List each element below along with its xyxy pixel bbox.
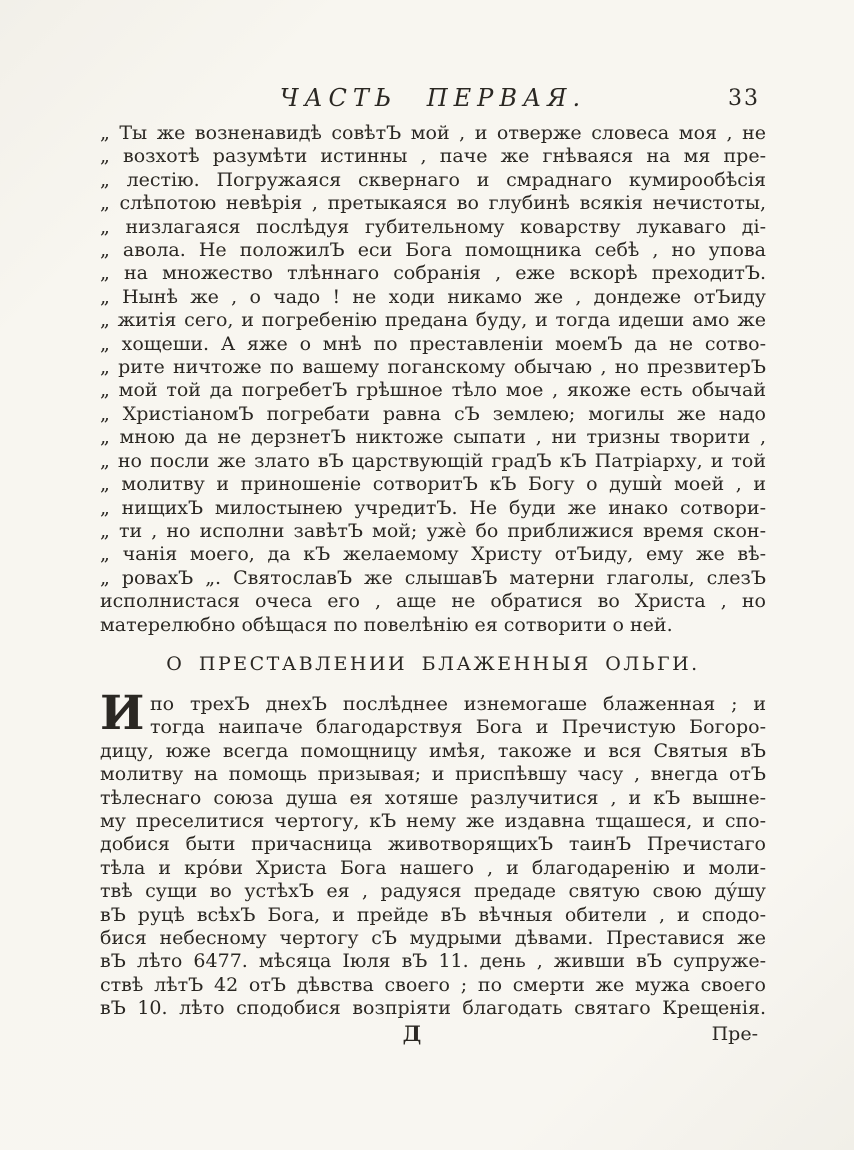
running-header [100,84,766,114]
running-header-title: ЧАСТЬ ПЕРВАЯ. [279,84,587,112]
paragraph-line: „ молитву и приношеніе сотворитЪ кЪ Богу о душѝ моей , и [100,473,766,496]
paragraph-line: тогда наипаче благодарствуя Бога и Пречистую Богоро- [150,716,766,739]
section-heading: О ПРЕСТАВЛЕНИИ БЛАЖЕННЫЯ ОЛЬГИ. [166,652,700,675]
footer-row [100,1022,766,1048]
paragraph-line: вЪ руцѣ всѣхЪ Бога, и прейде вЪ вѣчныя обители , и сподо- [100,903,766,926]
paragraph-line: „ возхотѣ разумѣти истинны , паче же гнѣваяся на мя пре- [100,145,766,168]
paragraph-line: „ на множество тлѣннаго собранія , еже вскорѣ преходитЪ. [100,262,766,285]
paragraph-line: тѣла и кро́ви Христа Бога нашего , и благодаренію и моли- [100,856,766,879]
page-number: 33 [728,86,760,111]
paragraph-line: дицу, юже всегда помощницу имѣя, такоже и вся Святыя вЪ [100,739,766,762]
paragraph-line: „ Ты же возненавидѣ совѣтЪ мой , и отверже словеса моя , не [100,122,766,144]
paragraph-line: „ житія сего, и погребенію предана буду, и тогда идеши амо же [100,309,766,332]
paragraph-line: „ лестію. Погружаяся сквернаго и смраднаго кумирообѣсія [100,168,766,191]
quoted-speech-paragraph [100,122,766,637]
drop-cap-initial: И [100,685,145,741]
paragraph-line: твѣ сущи во устѣхЪ ея , радуяся предаде святую свою ду́шу [100,880,766,903]
paragraph-line: ствѣ лѣтЪ 42 отЪ дѣвства своего ; по смерти же мужа своего [100,973,766,996]
paragraph-line: „ чанія моего, да кЪ желаемому Христу отЪиду, ему же вѣ- [100,543,766,566]
paragraph-line: „ авола. Не положилЪ еси Бога помощника себѣ , но упова [100,239,766,262]
paragraph-line: вЪ лѣто 6477. мѣсяца Іюля вЪ 11. день , живши вЪ супруже- [100,950,766,973]
paragraph-line: „ нищихЪ милостынею учредитЪ. Не буди же инако сотвори- [100,496,766,519]
paragraph-line: „ мною да не дерзнетЪ никтоже сыпати , ни тризны творити , [100,426,766,449]
paragraph-line: бися небесному чертогу сЪ мудрыми дѣвами. Преставися же [100,927,766,949]
paragraph-line: „ рите ничтоже по вашему поганскому обычаю , но презвитерЪ [100,356,766,379]
page-body [100,84,766,1048]
paragraph-line: „ слѣпотою невѣрія , претыкаяся во глубинѣ всякія нечистоты, [100,192,766,215]
paragraph-line: молитву на помощь призывая; и приспѣвшу часу , внегда отЪ [100,763,766,786]
paragraph-line: „ но посли же злато вЪ царствующій градЪ кЪ Патріарху, и той [100,449,766,472]
paragraph-line: „ ХристіаномЪ погребати равна сЪ землею; могилы же надо [100,402,766,425]
paragraph-line: тѣлеснаго союза душа ея хотяше разлучитися , и кЪ вышне- [100,786,766,809]
olga-paragraph-lines [100,693,766,1021]
paragraph-line: матерелюбно обѣщася по повелѣнію ея сотворити о ней. [100,613,673,636]
olga-repose-paragraph [100,685,766,1021]
paragraph-line: „ Нынѣ же , о чадо ! не ходи никамо же , дондеже отЪиду [100,285,766,308]
paragraph-line: исполнистася очеса его , аще не обратися во Христа , но [100,590,766,613]
paragraph-line: вЪ 10. лѣто сподобися возпріяти благодать святаго Крещенія. [100,997,766,1020]
signature-mark: Д [402,1020,422,1046]
paragraph-line: по трехЪ днехЪ послѣднее изнемогаше блаженная ; и [150,692,766,715]
olga-repose-paragraph-wrap [100,685,766,1021]
paragraph-line: „ хощеши. А яже о мнѣ по преставленіи моемЪ да не сотво- [100,332,766,355]
paragraph-line: добися быти причасница животворящихЪ таинЪ Пречистаго [100,833,766,856]
paragraph-line: „ ти , но исполни завѣтЪ мой; ужѐ бо приближися время скон- [100,519,766,542]
paragraph-line: „ ровахЪ „. СвятославЪ же слышавЪ матерни глаголы, слезЪ [100,566,766,589]
catchword: Пре- [711,1022,758,1045]
paragraph-line: „ мой той да погребетЪ грѣшное тѣло мое , якоже есть обычай [100,379,766,402]
paragraph-line: „ низлагаяся послѣдуя губительному коварству лукаваго ді- [100,215,766,238]
paragraph-line: му преселитися чертогу, кЪ нему же издавна тщашеся, и спо- [100,809,766,832]
